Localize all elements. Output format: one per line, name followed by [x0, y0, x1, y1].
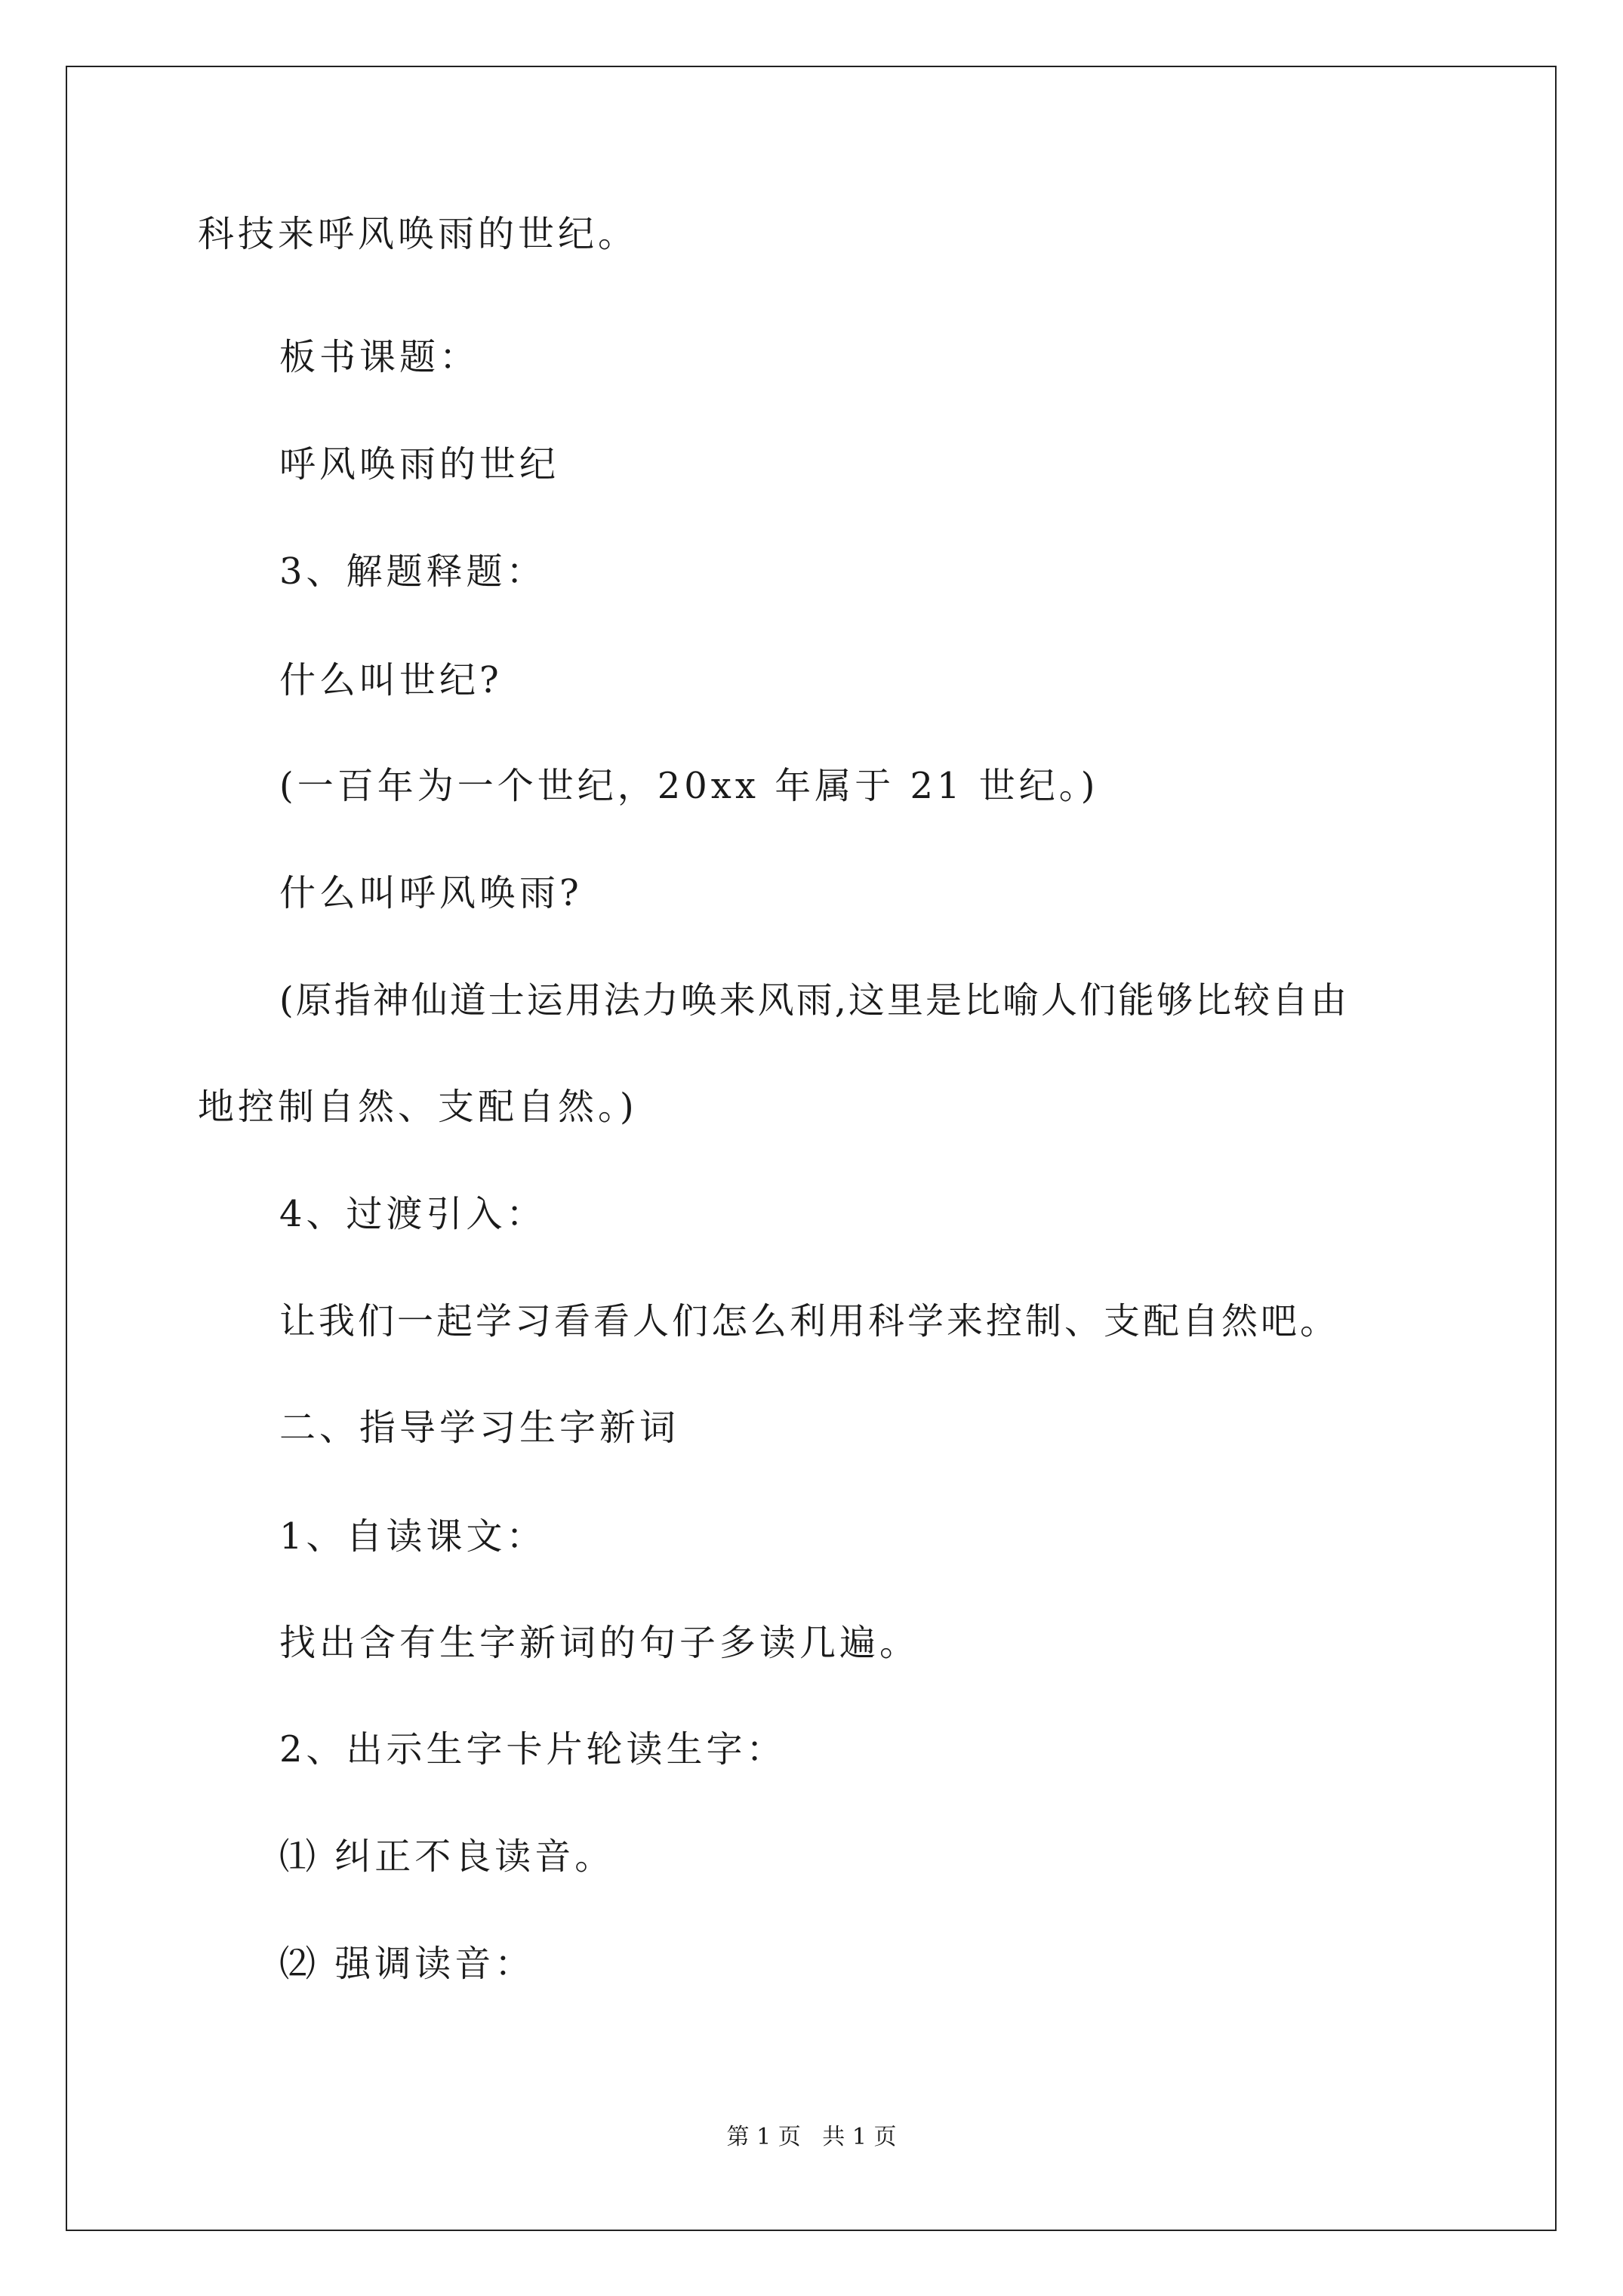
paragraph-2: 板书课题：: [279, 336, 480, 378]
paragraph-8: (原指神仙道士运用法力唤来风雨,这里是比喻人们能够比较自由: [279, 979, 1349, 1022]
paragraph-9: 地控制自然、支配自然。): [198, 1086, 638, 1128]
paragraph-17: ⑵ 强调读音：: [279, 1943, 535, 1985]
paragraph-4: 3、解题释题：: [279, 550, 547, 593]
paragraph-16: ⑴ 纠正不良读音。: [279, 1835, 615, 1878]
paragraph-12: 二、指导学习生字新词: [279, 1407, 680, 1449]
page-footer: 第 1 页 共 1 页: [726, 2124, 897, 2150]
paragraph-5: 什么叫世纪?: [279, 659, 503, 701]
paragraph-6: (一百年为一个世纪，20xx 年属于 21 世纪。): [279, 765, 1099, 807]
paragraph-14: 找出含有生字新词的句子多读几遍。: [279, 1622, 920, 1664]
page-border: [66, 66, 1557, 2231]
paragraph-13: 1、自读课文：: [279, 1515, 547, 1558]
paragraph-3: 呼风唤雨的世纪: [279, 443, 560, 485]
paragraph-10: 4、过渡引入：: [279, 1193, 547, 1235]
paragraph-11: 让我们一起学习看看人们怎么利用科学来控制、支配自然吧。: [279, 1300, 1340, 1342]
paragraph-7: 什么叫呼风唤雨?: [279, 872, 583, 914]
paragraph-15: 2、出示生字卡片轮读生字：: [279, 1728, 787, 1771]
paragraph-1: 科技来呼风唤雨的世纪。: [198, 213, 639, 255]
